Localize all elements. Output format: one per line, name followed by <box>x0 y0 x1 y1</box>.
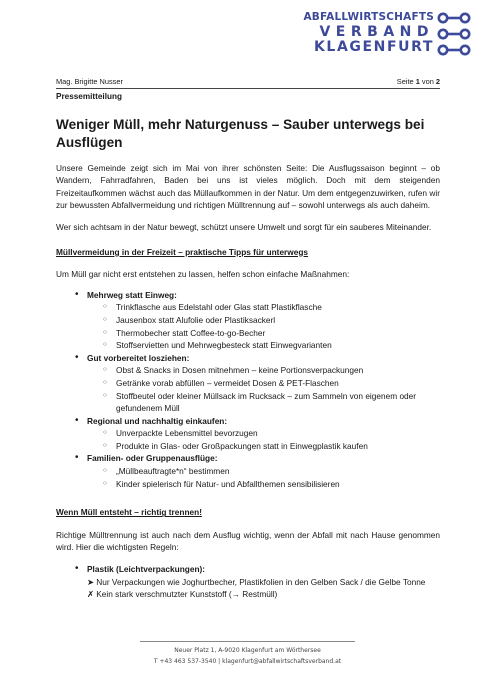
sub-list-item: ○ Thermobecher statt Coffee-to-go-Becher <box>103 327 440 340</box>
sub-list-item: ○ Obst & Snacks in Dosen mitnehmen – keine Portionsverpackungen <box>103 364 440 377</box>
page-current: 1 <box>415 77 420 86</box>
sub-list-item: ○ Jausenbox statt Alufolie oder Plastiksackerl <box>103 314 440 327</box>
sorting-list <box>76 563 440 601</box>
page-header <box>56 77 440 89</box>
footer-contact: T +43 463 537-3540 | klagenfurt@abfallwirtschaftsverband.at <box>153 657 342 665</box>
logo-line-1: ABFALLWIRTSCHAFTS <box>303 11 434 23</box>
paragraph: Wer sich achtsam in der Natur bewegt, schützt unsere Umwelt und sorgt für ein sauberes Miteinander. <box>56 221 432 232</box>
logo-wordmark <box>300 10 434 55</box>
page-separator: von <box>421 77 434 86</box>
section-intro: Richtige Mülltrennung ist auch nach dem Ausflug wichtig, wenn der Abfall mit nach Hause genommen wird. Hier die wichtigsten Regeln: <box>56 529 440 553</box>
list-item <box>76 289 440 352</box>
sorting-note: ➤ Nur Verpackungen wie Joghurtbecher, Plastikfolien in den Gelben Sack / die Gelbe Tonne <box>87 576 426 587</box>
section-heading: Wenn Müll entsteht – richtig trennen! <box>56 507 202 518</box>
document-body <box>56 91 440 601</box>
sub-list <box>103 301 440 351</box>
sub-list-item: ○ Produkte in Glas- oder Großpackungen statt in Einwegplastik kaufen <box>103 440 440 453</box>
sub-list-item: ○ Trinkflasche aus Edelstahl oder Glas statt Plastikflasche <box>103 301 440 314</box>
list-group-title: • Gut vorbereitet losziehen: <box>87 352 190 363</box>
list-item <box>76 415 440 453</box>
page-footer <box>140 641 355 667</box>
list-item <box>76 563 440 601</box>
sub-list-item: ○ Kinder spielerisch für Natur- und Abfallthemen sensibilisieren <box>103 478 440 491</box>
list-group-title: • Regional und nachhaltig einkaufen: <box>87 415 228 426</box>
list-group-title: • Mehrweg statt Einweg: <box>87 289 177 300</box>
page-label: Seite <box>396 77 414 86</box>
sub-list-item: ○ Stoffservietten und Mehrwegbesteck statt Einwegvarianten <box>103 339 440 352</box>
section-heading: Müllvermeidung in der Freizeit – praktische Tipps für unterwegs <box>56 246 309 257</box>
sub-list-item: ○ „Müllbeauftragte*n“ bestimmen <box>103 465 440 478</box>
sub-list-item: ○ Unverpackte Lebensmittel bevorzugen <box>103 427 440 440</box>
logo-network-icon <box>437 12 471 56</box>
list-item <box>76 352 440 415</box>
sub-list <box>103 427 440 452</box>
sub-list-item: ○ Getränke vorab abfüllen – vermeidet Dosen & PET-Flaschen <box>103 377 440 390</box>
sub-list-item: ○ Stoffbeutel oder kleiner Müllsack im Rucksack – zum Sammeln von eigenem oder gefundenem Müll <box>103 390 440 415</box>
logo-line-2: VERBAND <box>319 24 434 40</box>
sorting-note: ✗ Kein stark verschmutzter Kunststoff (→ Restmüll) <box>87 589 278 600</box>
section-intro: Um Müll gar nicht erst entstehen zu lassen, helfen schon einfache Maßnahmen: <box>56 269 350 280</box>
page-total: 2 <box>435 77 440 86</box>
sub-list <box>103 465 440 490</box>
logo-line-3: KLAGENFURT <box>313 39 434 55</box>
author-name: Mag. Brigitte Nusser <box>56 77 123 86</box>
list-group-title: • Familien- oder Gruppenausflüge: <box>87 453 218 464</box>
list-group-title: • Plastik (Leichtverpackungen): <box>87 564 206 575</box>
footer-address: Neuer Platz 1, A-9020 Klagenfurt am Wörthersee <box>174 647 321 654</box>
sub-list <box>103 364 440 414</box>
paragraph: Unsere Gemeinde zeigt sich im Mai von ihrer schönsten Seite: Die Ausflugssaison beginnt – ob Wandern, Fahrradfahren, Baden bei uns ist vieles möglich. Doch mit dem steigenden Freizeitaufkommen wächst auch das Müllaufkommen in der Natur. Um dem entgegenzuwirken, rufen wir zur bewussten Abfallvermeidung und richtigen Mülltrennung auf – sowohl unterwegs als auch daheim. <box>56 162 440 211</box>
page-number <box>397 77 440 86</box>
organization-logo <box>300 10 472 68</box>
document-kicker: Pressemitteilung <box>56 92 122 101</box>
list-item <box>76 452 440 490</box>
tips-list <box>76 289 440 491</box>
document-title: Weniger Müll, mehr Naturgenuss – Sauber unterwegs bei Ausflügen <box>56 116 425 150</box>
